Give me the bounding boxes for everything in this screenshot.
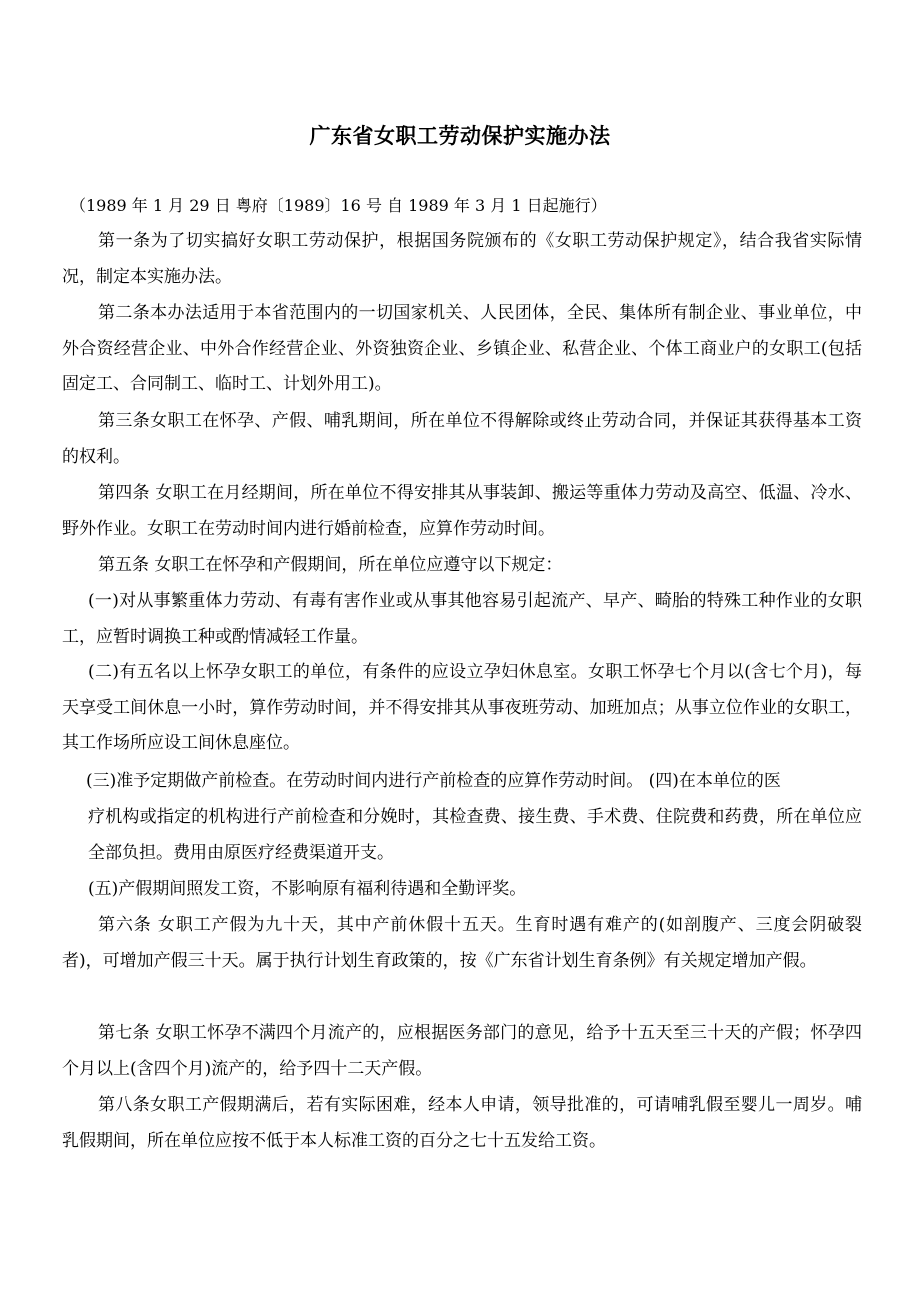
article-8: 第八条女职工产假期满后，若有实际困难，经本人申请，领导批准的，可请哺乳假至婴儿一周岁。哺乳假期间，所在单位应按不低于本人标准工资的百分之七十五发给工资。 [62, 1095, 862, 1151]
article-5-item-3-rest: 疗机构或指定的机构进行产前检查和分娩时，其检查费、接生费、手术费、住院费和药费，所在单位应全部负担。费用由原医疗经费渠道开支。 [88, 807, 862, 863]
article-4: 第四条 女职工在月经期间，所在单位不得安排其从事装卸、搬运等重体力劳动及高空、低温、冷水、野外作业。女职工在劳动时间内进行婚前检查，应算作劳动时间。 [62, 483, 862, 539]
article-1: 第一条为了切实搞好女职工劳动保护，根据国务院颁布的《女职工劳动保护规定》，结合我省实际情况，制定本实施办法。 [62, 231, 862, 287]
article-7: 第七条 女职工怀孕不满四个月流产的，应根据医务部门的意见，给予十五天至三十天的产假；怀孕四个月以上(含四个月)流产的，给予四十二天产假。 [62, 1023, 862, 1079]
article-5: 第五条 女职工在怀孕和产假期间，所在单位应遵守以下规定： [98, 555, 563, 575]
article-6: 第六条 女职工产假为九十天，其中产前休假十五天。生育时遇有难产的(如剖腹产、三度会阴破裂者)，可增加产假三十天。属于执行计划生育政策的，按《广东省计划生育条例》有关规定增加产假。 [62, 915, 862, 971]
document-subtitle: （1989 年 1 月 29 日 粤府〔1989〕16 号 自 1989 年 3 月 1 日起施行） [70, 196, 607, 215]
article-5-item-3-first-line: (三)准予定期做产前检查。在劳动时间内进行产前检查的应算作劳动时间。 (四)在本单位的医 [86, 771, 781, 791]
article-5-item-2: (二)有五名以上怀孕女职工的单位，有条件的应设立孕妇休息室。女职工怀孕七个月以(含七个月)，每天享受工间休息一小时，算作劳动时间，并不得安排其从事夜班劳动、加班加点；从事立位作业的女职工，其工作场所应设工间休息座位。 [62, 662, 862, 753]
document-title: 广东省女职工劳动保护实施办法 [309, 123, 611, 148]
article-3: 第三条女职工在怀孕、产假、哺乳期间，所在单位不得解除或终止劳动合同，并保证其获得基本工资的权利。 [62, 411, 862, 467]
article-5-item-5: (五)产假期间照发工资，不影响原有福利待遇和全勤评奖。 [88, 879, 527, 899]
article-2: 第二条本办法适用于本省范围内的一切国家机关、人民团体，全民、集体所有制企业、事业单位，中外合资经营企业、中外合作经营企业、外资独资企业、乡镇企业、私营企业、个体工商业户的女职工(包括固定工、合同制工、临时工、计划外用工)。 [62, 303, 862, 394]
article-5-item-1: (一)对从事繁重体力劳动、有毒有害作业或从事其他容易引起流产、早产、畸胎的特殊工种作业的女职工，应暂时调换工种或酌情减轻工作量。 [62, 591, 862, 647]
